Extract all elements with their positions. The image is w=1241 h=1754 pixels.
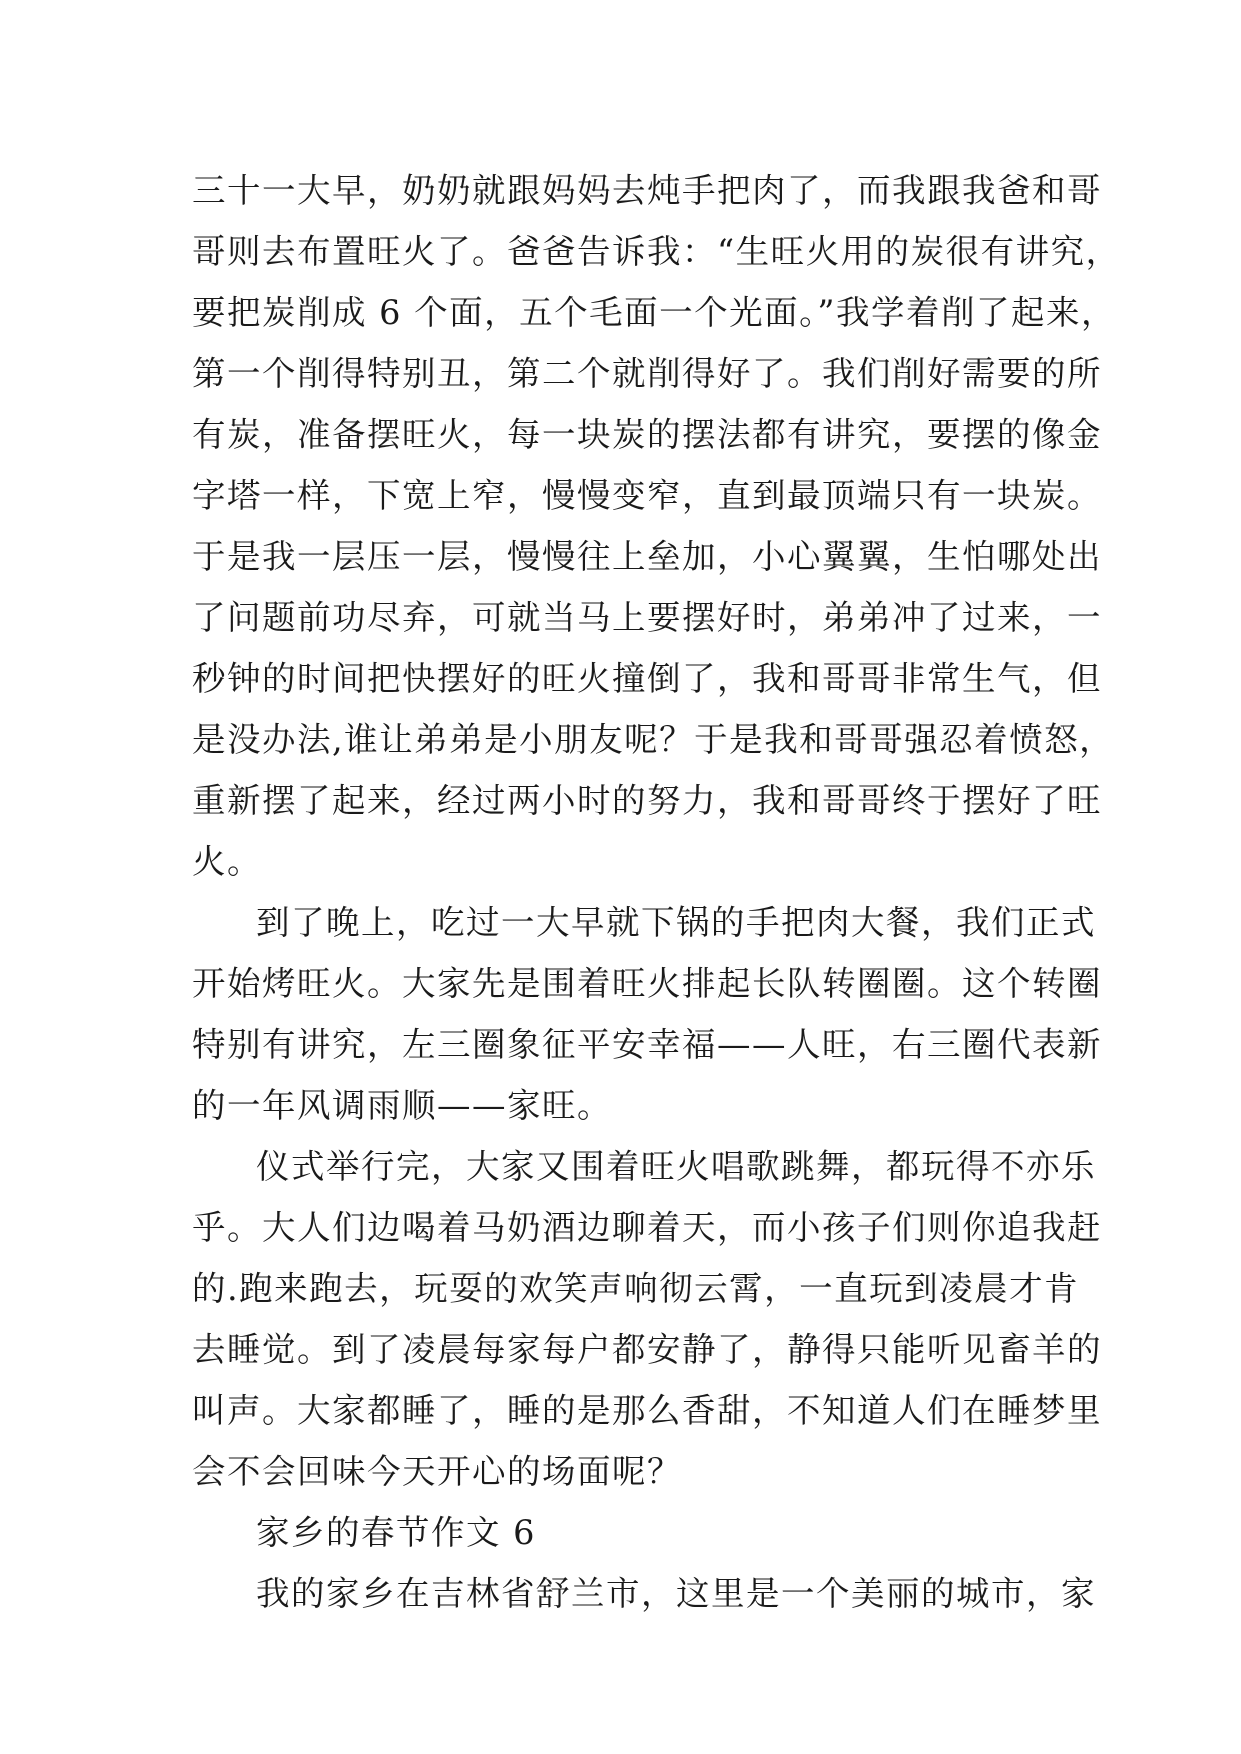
paragraph-first-line: 仪式举行完，大家又围着旺火唱歌跳舞，都玩得不亦乐: [256, 1147, 1096, 1186]
text-line: 火。: [192, 842, 262, 881]
document-body: [192, 160, 1121, 1624]
text-line: 秒钟的时间把快摆好的旺火撞倒了，我和哥哥非常生气，但: [192, 659, 1102, 698]
section-heading: 家乡的春节作文 6: [256, 1513, 536, 1552]
text-line: 是没办法,谁让弟弟是小朋友呢？于是我和哥哥强忍着愤怒，: [192, 720, 1115, 759]
text-line: 去睡觉。到了凌晨每家每户都安静了，静得只能听见畜羊的: [192, 1330, 1102, 1369]
text-line: 于是我一层压一层，慢慢往上垒加，小心翼翼，生怕哪处出: [192, 537, 1102, 576]
paragraph-first-line: 到了晚上，吃过一大早就下锅的手把肉大餐，我们正式: [256, 903, 1096, 942]
text-line: 叫声。大家都睡了，睡的是那么香甜，不知道人们在睡梦里: [192, 1391, 1102, 1430]
text-line: 特别有讲究，左三圈象征平安幸福——人旺，右三圈代表新: [192, 1025, 1102, 1064]
text-line: 第一个削得特别丑，第二个就削得好了。我们削好需要的所: [192, 354, 1102, 393]
text-line: 的一年风调雨顺——家旺。: [192, 1086, 612, 1125]
text-line: 三十一大早，奶奶就跟妈妈去炖手把肉了，而我跟我爸和哥: [192, 171, 1102, 210]
paragraph-first-line: 我的家乡在吉林省舒兰市，这里是一个美丽的城市，家: [256, 1574, 1096, 1613]
text-line: 的.跑来跑去，玩耍的欢笑声响彻云霄，一直玩到凌晨才肯: [192, 1269, 1080, 1308]
text-line: 开始烤旺火。大家先是围着旺火排起长队转圈圈。这个转圈: [192, 964, 1102, 1003]
text-line: 有炭，准备摆旺火，每一块炭的摆法都有讲究，要摆的像金: [192, 415, 1102, 454]
text-line: 哥则去布置旺火了。爸爸告诉我：“生旺火用的炭很有讲究，: [192, 232, 1121, 271]
text-line: 了问题前功尽弃，可就当马上要摆好时，弟弟冲了过来，一: [192, 598, 1102, 637]
text-line: 乎。大人们边喝着马奶酒边聊着天，而小孩子们则你追我赶: [192, 1208, 1102, 1247]
text-line: 字塔一样，下宽上窄，慢慢变窄，直到最顶端只有一块炭。: [192, 476, 1102, 515]
text-line: 重新摆了起来，经过两小时的努力，我和哥哥终于摆好了旺: [192, 781, 1102, 820]
text-line: 要把炭削成 6 个面，五个毛面一个光面。”我学着削了起来，: [192, 293, 1116, 332]
text-line: 会不会回味今天开心的场面呢？: [192, 1452, 682, 1491]
